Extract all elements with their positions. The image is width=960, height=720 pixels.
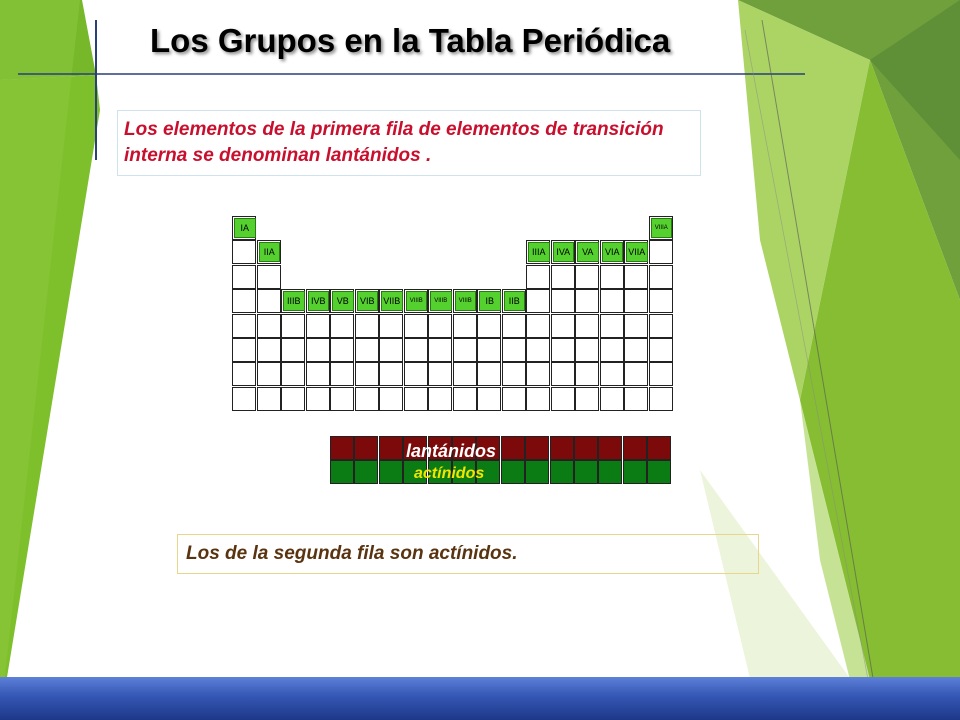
element-cell xyxy=(624,387,648,411)
actinide-cell xyxy=(525,460,549,484)
text-box-lanthanides: Los elementos de la primera fila de elementos de transición interna se denominan lantánidos . xyxy=(117,110,701,176)
element-cell xyxy=(379,338,403,362)
element-cell xyxy=(404,362,428,386)
element-cell xyxy=(551,314,575,338)
lanthanide-cell xyxy=(647,436,671,460)
element-cell xyxy=(428,362,452,386)
element-cell xyxy=(477,362,501,386)
actinide-cell xyxy=(598,460,622,484)
lanthanide-cell xyxy=(379,436,403,460)
element-cell xyxy=(624,289,648,313)
actinides-label: actínidos xyxy=(414,465,485,482)
element-cell xyxy=(232,338,256,362)
element-cell xyxy=(281,362,305,386)
element-cell xyxy=(502,387,526,411)
group-label: IA xyxy=(234,218,256,238)
lanthanides-label: lantánidos xyxy=(406,441,497,461)
element-cell xyxy=(281,387,305,411)
element-cell xyxy=(649,387,673,411)
element-cell xyxy=(379,387,403,411)
lanthanide-cell xyxy=(525,436,549,460)
element-cell xyxy=(600,314,624,338)
element-cell xyxy=(281,338,305,362)
group-label: IVB xyxy=(308,291,330,311)
element-cell xyxy=(649,314,673,338)
element-cell xyxy=(257,265,281,289)
element-cell xyxy=(575,289,599,313)
element-cell xyxy=(624,362,648,386)
lanthanide-cell xyxy=(574,436,598,460)
element-cell xyxy=(330,387,354,411)
element-cell xyxy=(281,314,305,338)
element-cell xyxy=(453,314,477,338)
element-cell xyxy=(502,314,526,338)
element-cell xyxy=(600,362,624,386)
element-cell xyxy=(575,338,599,362)
actinide-cell xyxy=(574,460,598,484)
element-cell xyxy=(453,362,477,386)
element-cell xyxy=(232,387,256,411)
group-label: IIB xyxy=(504,291,526,311)
element-cell xyxy=(575,387,599,411)
lanthanide-cell xyxy=(354,436,378,460)
group-label: VIIIB xyxy=(406,291,428,311)
text-box-actinides: Los de la segunda fila son actínidos. xyxy=(177,534,759,574)
element-cell xyxy=(600,265,624,289)
element-cell xyxy=(257,387,281,411)
element-cell xyxy=(404,314,428,338)
element-cell xyxy=(355,387,379,411)
group-label: IB xyxy=(479,291,501,311)
element-cell xyxy=(575,314,599,338)
element-cell xyxy=(306,362,330,386)
element-cell xyxy=(624,265,648,289)
element-cell xyxy=(526,362,550,386)
actinide-cell xyxy=(330,460,354,484)
element-cell xyxy=(551,387,575,411)
group-label: VIB xyxy=(357,291,379,311)
actinide-cell xyxy=(647,460,671,484)
element-cell xyxy=(624,338,648,362)
element-cell xyxy=(428,314,452,338)
element-cell xyxy=(355,314,379,338)
element-cell xyxy=(257,289,281,313)
element-cell xyxy=(330,314,354,338)
element-cell xyxy=(477,338,501,362)
element-cell xyxy=(355,362,379,386)
element-cell xyxy=(575,362,599,386)
element-cell xyxy=(502,362,526,386)
actinide-cell xyxy=(354,460,378,484)
slide-title: Los Grupos en la Tabla Periódica xyxy=(150,22,671,59)
element-cell xyxy=(232,314,256,338)
element-cell xyxy=(649,338,673,362)
lanthanide-cell xyxy=(501,436,525,460)
actinide-cell xyxy=(550,460,574,484)
element-cell xyxy=(379,362,403,386)
element-cell xyxy=(453,387,477,411)
element-cell xyxy=(306,387,330,411)
actinide-cell xyxy=(501,460,525,484)
element-cell xyxy=(257,362,281,386)
element-cell xyxy=(575,265,599,289)
element-cell xyxy=(232,240,256,264)
group-label: VIIIB xyxy=(455,291,477,311)
element-cell xyxy=(306,314,330,338)
element-cell xyxy=(649,362,673,386)
element-cell xyxy=(624,314,648,338)
element-cell xyxy=(477,387,501,411)
group-label: VIA xyxy=(602,242,624,262)
element-cell xyxy=(551,289,575,313)
element-cell xyxy=(306,338,330,362)
element-cell xyxy=(649,265,673,289)
element-cell xyxy=(404,387,428,411)
element-cell xyxy=(453,338,477,362)
lanthanide-cell xyxy=(623,436,647,460)
group-label: VA xyxy=(577,242,599,262)
actinide-cell xyxy=(379,460,403,484)
element-cell xyxy=(526,314,550,338)
group-label: VB xyxy=(332,291,354,311)
element-cell xyxy=(232,289,256,313)
group-label: VIIIA xyxy=(651,218,673,238)
actinide-cell xyxy=(623,460,647,484)
group-label: VIIIB xyxy=(430,291,452,311)
bottom-bar xyxy=(0,677,960,720)
element-cell xyxy=(257,314,281,338)
element-cell xyxy=(502,338,526,362)
element-cell xyxy=(600,338,624,362)
element-cell xyxy=(551,338,575,362)
element-cell xyxy=(600,289,624,313)
element-cell xyxy=(330,338,354,362)
lanthanide-cell xyxy=(598,436,622,460)
group-label: IIA xyxy=(259,242,281,262)
group-label: VIIB xyxy=(381,291,403,311)
element-cell xyxy=(232,265,256,289)
element-cell xyxy=(477,314,501,338)
lanthanide-cell xyxy=(550,436,574,460)
element-cell xyxy=(428,387,452,411)
element-cell xyxy=(404,338,428,362)
element-cell xyxy=(428,338,452,362)
element-cell xyxy=(649,240,673,264)
element-cell xyxy=(379,314,403,338)
element-cell xyxy=(232,362,256,386)
group-label: VIIA xyxy=(626,242,648,262)
group-label: IVA xyxy=(553,242,575,262)
element-cell xyxy=(526,289,550,313)
element-cell xyxy=(330,362,354,386)
element-cell xyxy=(649,289,673,313)
element-cell xyxy=(551,265,575,289)
element-cell xyxy=(526,265,550,289)
element-cell xyxy=(257,338,281,362)
element-cell xyxy=(526,338,550,362)
element-cell xyxy=(526,387,550,411)
element-cell xyxy=(600,387,624,411)
element-cell xyxy=(355,338,379,362)
lanthanide-cell xyxy=(330,436,354,460)
element-cell xyxy=(551,362,575,386)
group-label: IIIA xyxy=(528,242,550,262)
group-label: IIIB xyxy=(283,291,305,311)
